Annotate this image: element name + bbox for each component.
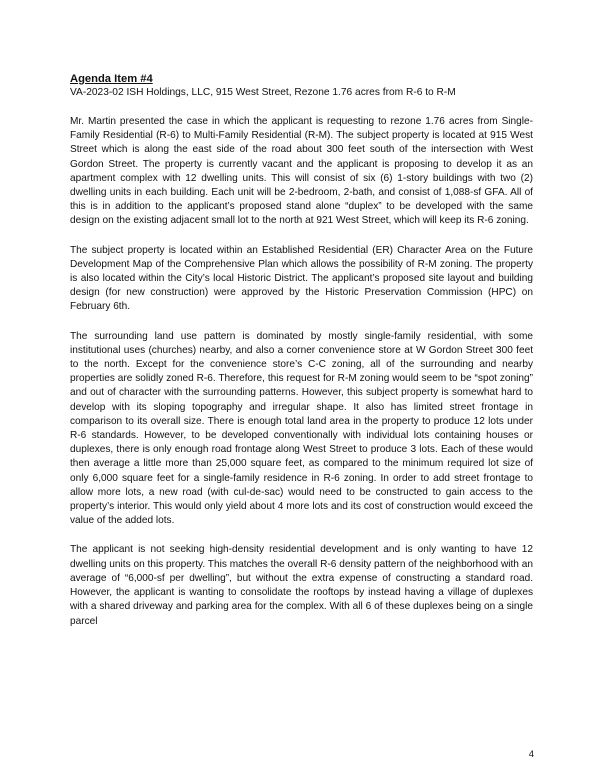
paragraph-character-area: The subject property is located within an Established Residential (ER) Character Area on the Future Development Map of the Comprehensive Plan which allows the possibility of R-M zoning. The property is also located within the City’s local Historic District. The applicant’s proposed site layout and building design (for new construction) were approved by the Historic Preservation Commission (HPC) on February 6th.: [70, 244, 533, 313]
agenda-item-heading: Agenda Item #4: [70, 73, 153, 85]
paragraph-density: The applicant is not seeking high-density residential development and is only wanting to have 12 dwelling units on this property. This matches the overall R-6 density pattern of the neighborhood with an average of “6,000-sf per dwelling”, but without the extra expense of constructing a standard road. However, the applicant is wanting to consolidate the rooftops by instead having a village of duplexes with a shared driveway and parking area for the complex. With all 6 of these duplexes being on a single parcel: [70, 544, 533, 627]
page-number: 4: [528, 749, 534, 760]
case-subtitle: VA-2023-02 ISH Holdings, LLC, 915 West Street, Rezone 1.76 acres from R-6 to R-M: [70, 87, 456, 98]
paragraph-case-presentation: Mr. Martin presented the case in which the applicant is requesting to rezone 1.76 acres from Single-Family Residential (R-6) to Multi-Family Residential (R-M). The subject property is located at 915 West Street which is along the east side of the road about 300 feet south of the intersection with West Gordon Street. The property is currently vacant and the applicant is proposing to develop it as an apartment complex with 12 dwelling units. This will consist of six (6) 1-story buildings with two (2) dwelling units in each building. Each unit will be 2-bedroom, 2-bath, and consist of 1,088-sf GFA. All of this is in addition to the applicant’s proposed stand alone “duplex” to be developed with the same design on the existing adjacent small lot to the north at 921 West Street, which will keep its R-6 zoning.: [70, 116, 533, 227]
paragraph-land-use: The surrounding land use pattern is dominated by mostly single-family residential, with some institutional uses (churches) nearby, and also a corner convenience store at W Gordon Street 300 feet to the north. Except for the convenience store’s C-C zoning, all of the surrounding and nearby properties are solidly zoned R-6. Therefore, this request for R-M zoning would seem to be “spot zoning” and out of character with the surrounding patterns. However, this subject property is somewhat hard to develop with its sloping topography and irregular shape. It also has limited street frontage in comparison to its overall size. There is enough total land area in the property to produce 12 lots under R-6 standards. However, to be developed conventionally with individual lots containing houses or duplexes, there is only enough road frontage along West Street to produce 3 lots. Each of these would then average a little more than 25,000 square feet, as compared to the minimum required lot size of only 6,000 square feet for a single-family residence in R-6 zoning. In order to add street frontage to allow more lots, a new road (with cul-de-sac) would need to be constructed to gain access to the property’s interior. This would only yield about 4 more lots and its cost of construction would exceed the value of the added lots.: [70, 330, 533, 527]
document-page: [70, 72, 533, 644]
